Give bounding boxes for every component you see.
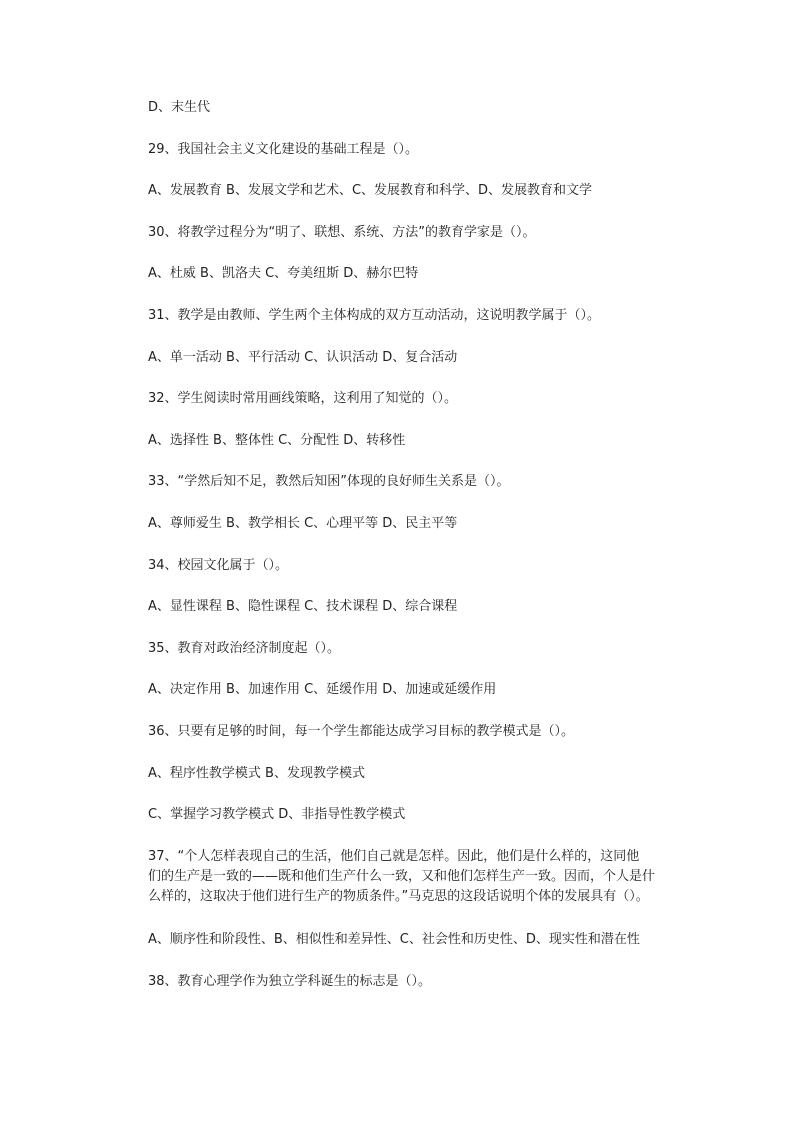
question-33: 33、“学然后知不足，教然后知困”体现的良好师生关系是（）。 [148,474,510,489]
question-29: 29、我国社会主义文化建设的基础工程是（）。 [148,142,419,157]
options-32: A、选择性 B、整体性 C、分配性 D、转移性 [148,433,406,448]
question-32: 32、学生阅读时常用画线策略，这利用了知觉的（）。 [148,391,458,406]
question-30: 30、将教学过程分为“明了、联想、系统、方法”的教育学家是（）。 [148,225,536,240]
question-37-line-1: 37、“个人怎样表现自己的生活，他们自己就是怎样。因此，他们是什么样的，这同他 [148,849,640,864]
options-31: A、单一活动 B、平行活动 C、认识活动 D、复合活动 [148,350,458,365]
question-37-line-3: 么样的，这取决于他们进行生产的物质条件。”马克思的这段话说明个体的发展具有（）。 [148,889,649,904]
options-36-cd: C、掌握学习教学模式 D、非指导性教学模式 [148,807,406,822]
question-34: 34、校园文化属于（）。 [148,558,289,573]
options-36-ab: A、程序性教学模式 B、发现教学模式 [148,766,365,781]
answer-option-line: D、末生代 [148,100,211,115]
options-29: A、发展教育 B、发展文学和艺术、C、发展教育和科学、D、发展教育和文学 [148,183,593,198]
options-37: A、顺序性和阶段性、B、相似性和差异性、C、社会性和历史性、D、现实性和潜在性 [148,932,640,947]
question-35: 35、教育对政治经济制度起（）。 [148,641,341,656]
options-33: A、尊师爱生 B、教学相长 C、心理平等 D、民主平等 [148,516,458,531]
question-37-line-2: 们的生产是一致的——既和他们生产什么一致，又和他们怎样生产一致。因而，个人是什 [148,869,656,884]
question-36: 36、只要有足够的时间，每一个学生都能达成学习目标的教学模式是（）。 [148,724,575,739]
options-30: A、杜威 B、凯洛夫 C、夸美纽斯 D、赫尔巴特 [148,266,419,281]
options-35: A、决定作用 B、加速作用 C、延缓作用 D、加速或延缓作用 [148,682,497,697]
options-34: A、显性课程 B、隐性课程 C、技术课程 D、综合课程 [148,599,458,614]
question-31: 31、教学是由教师、学生两个主体构成的双方互动活动，这说明教学属于（）。 [148,308,601,323]
question-38: 38、教育心理学作为独立学科诞生的标志是（）。 [148,974,432,989]
